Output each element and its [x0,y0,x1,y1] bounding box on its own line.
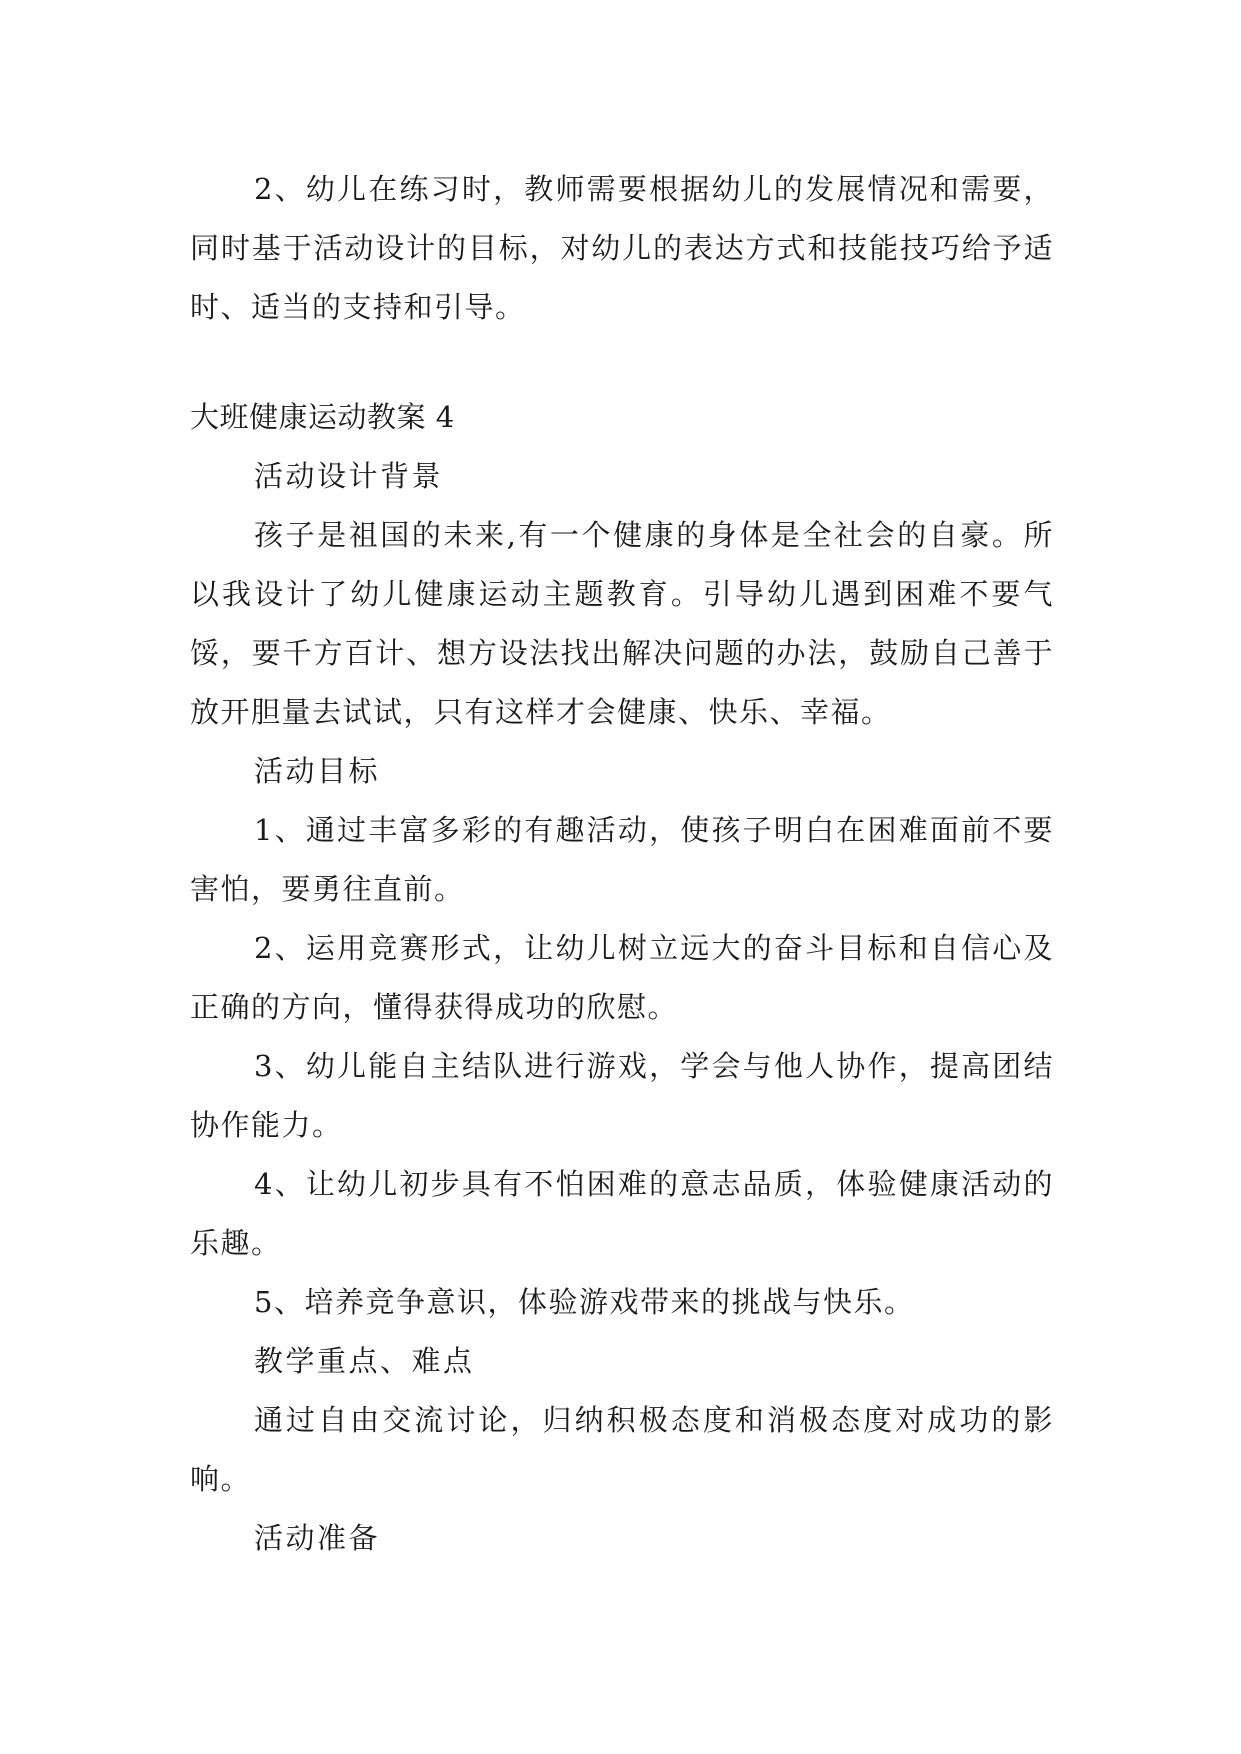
continued-paragraph: 2、幼儿在练习时，教师需要根据幼儿的发展情况和需要，同时基于活动设计的目标，对幼儿的表达方式和技能技巧给予适时、适当的支持和引导。 [190,172,1054,324]
goal-item-4: 4、让幼儿初步具有不怕困难的意志品质，体验健康活动的乐趣。 [190,1167,1054,1260]
goal-item-2: 2、运用竞赛形式，让幼儿树立远大的奋斗目标和自信心及正确的方向，懂得获得成功的欣慰。 [190,931,1054,1024]
section-heading-goals: 活动目标 [254,754,381,788]
background-paragraph: 孩子是祖国的未来,有一个健康的身体是全社会的自豪。所以我设计了幼儿健康运动主题教育。引导幼儿遇到困难不要气馁，要千方百计、想方设法找出解决问题的办法，鼓励自己善于放开胆量去试试，只有这样才会健康、快乐、幸福。 [190,518,1054,729]
section-heading-background: 活动设计背景 [254,459,444,493]
section-heading-preparation: 活动准备 [254,1521,381,1555]
goal-item-5: 5、培养竞争意识，体验游戏带来的挑战与快乐。 [254,1285,915,1319]
goal-item-1: 1、通过丰富多彩的有趣活动，使孩子明白在困难面前不要害怕，要勇往直前。 [190,813,1054,906]
lesson-plan-title: 大班健康运动教案 4 [190,400,455,434]
document-body [190,160,1054,1568]
key-points-paragraph: 通过自由交流讨论，归纳积极态度和消极态度对成功的影响。 [190,1403,1054,1496]
goal-item-3: 3、幼儿能自主结队进行游戏，学会与他人协作，提高团结协作能力。 [190,1049,1054,1142]
section-heading-key-points: 教学重点、难点 [254,1344,475,1378]
